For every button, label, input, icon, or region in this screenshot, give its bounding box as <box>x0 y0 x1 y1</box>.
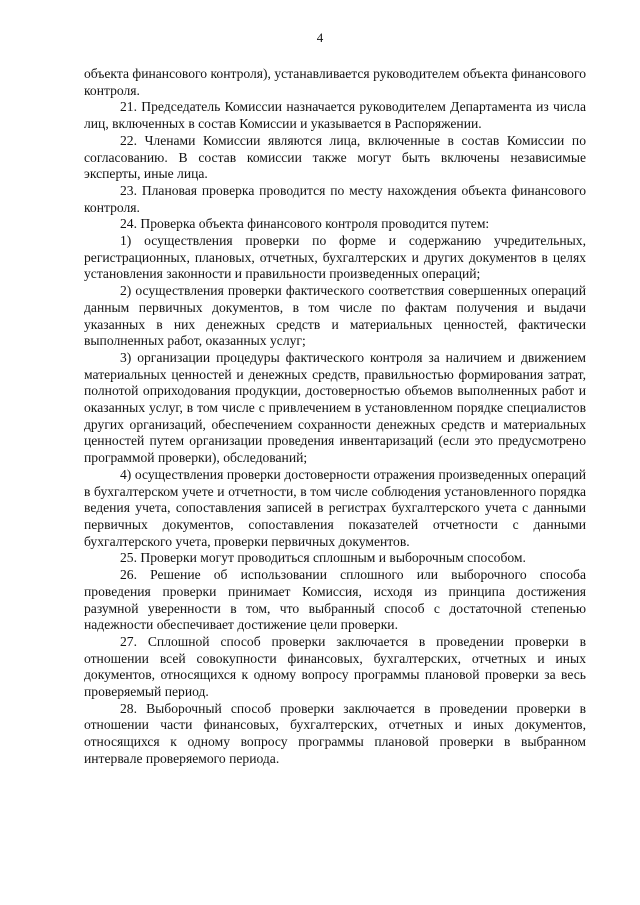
paragraph-continuation: объекта финансового контроля), устанавливается руководителем объекта финансового контроля. <box>84 66 586 98</box>
paragraph-24-item-4: 4) осуществления проверки достоверности отражения произведенных операций в бухгалтерском учете и отчетности, в том числе соблюдения установленного порядка ведения учета, сопоставления записей в регистрах бухгалтерского учета с данными первичных документов, сопоставления показателей отчетности с данными бухгалтерского учета, проверки первичных документов. <box>84 466 586 549</box>
paragraph-27: 27. Сплошной способ проверки заключается в проведении проверки в отношении всей совокупности финансовых, бухгалтерских, отчетных и иных документов, относящихся к одному вопросу программы плановой проверки за весь проверяемый период. <box>84 633 586 700</box>
paragraph-22: 22. Членами Комиссии являются лица, включенные в состав Комиссии по согласованию. В состав комиссии также могут быть включены независимые эксперты, иные лица. <box>84 132 586 182</box>
paragraph-26: 26. Решение об использовании сплошного или выборочного способа проведения проверки принимает Комиссия, исходя из принципа достижения разумной уверенности в том, что выбранный способ с достаточной степенью надежности обеспечивает достижение цели проверки. <box>84 567 586 633</box>
paragraph-28: 28. Выборочный способ проверки заключается в проведении проверки в отношении части финансовых, бухгалтерских, отчетных и иных документов, относящихся к одному вопросу программы плановой проверки в выбранном интервале проверяемого периода. <box>84 700 586 766</box>
paragraph-23: 23. Плановая проверка проводится по месту нахождения объекта финансового контроля. <box>84 182 586 215</box>
paragraph-24-item-1: 1) осуществления проверки по форме и содержанию учредительных, регистрационных, плановых, отчетных, бухгалтерских и других документов в целях установления законности и правильности произведенных операций; <box>84 233 586 282</box>
paragraph-21: 21. Председатель Комиссии назначается руководителем Департамента из числа лиц, включенных в состав Комиссии и указывается в Распоряжении. <box>84 99 586 132</box>
paragraph-24-item-3: 3) организации процедуры фактического контроля за наличием и движением материальных ценностей и денежных средств, правильностью формирования затрат, полнотой оприходования продукции, достоверностью объемов выполненных работ и оказанных услуг, в том числе с привлечением в установленном порядке специалистов других организаций, обеспечением сохранности денежных средств и материальных ценностей путем организации проведения инвентаризаций (если это предусмотрено программой проверки), обследований; <box>84 349 586 466</box>
paragraph-24-item-2: 2) осуществления проверки фактического соответствия совершенных операций данным первичных документов, в том числе по фактам получения и выдачи указанных в них денежных средств и материальных ценностей, фактически выполненных работ, оказанных услуг; <box>84 283 586 349</box>
page-number: 4 <box>316 30 324 45</box>
paragraph-24: 24. Проверка объекта финансового контроля проводится путем: <box>120 216 490 232</box>
paragraph-25: 25. Проверки могут проводиться сплошным и выборочным способом. <box>120 550 526 566</box>
document-body <box>84 66 586 768</box>
